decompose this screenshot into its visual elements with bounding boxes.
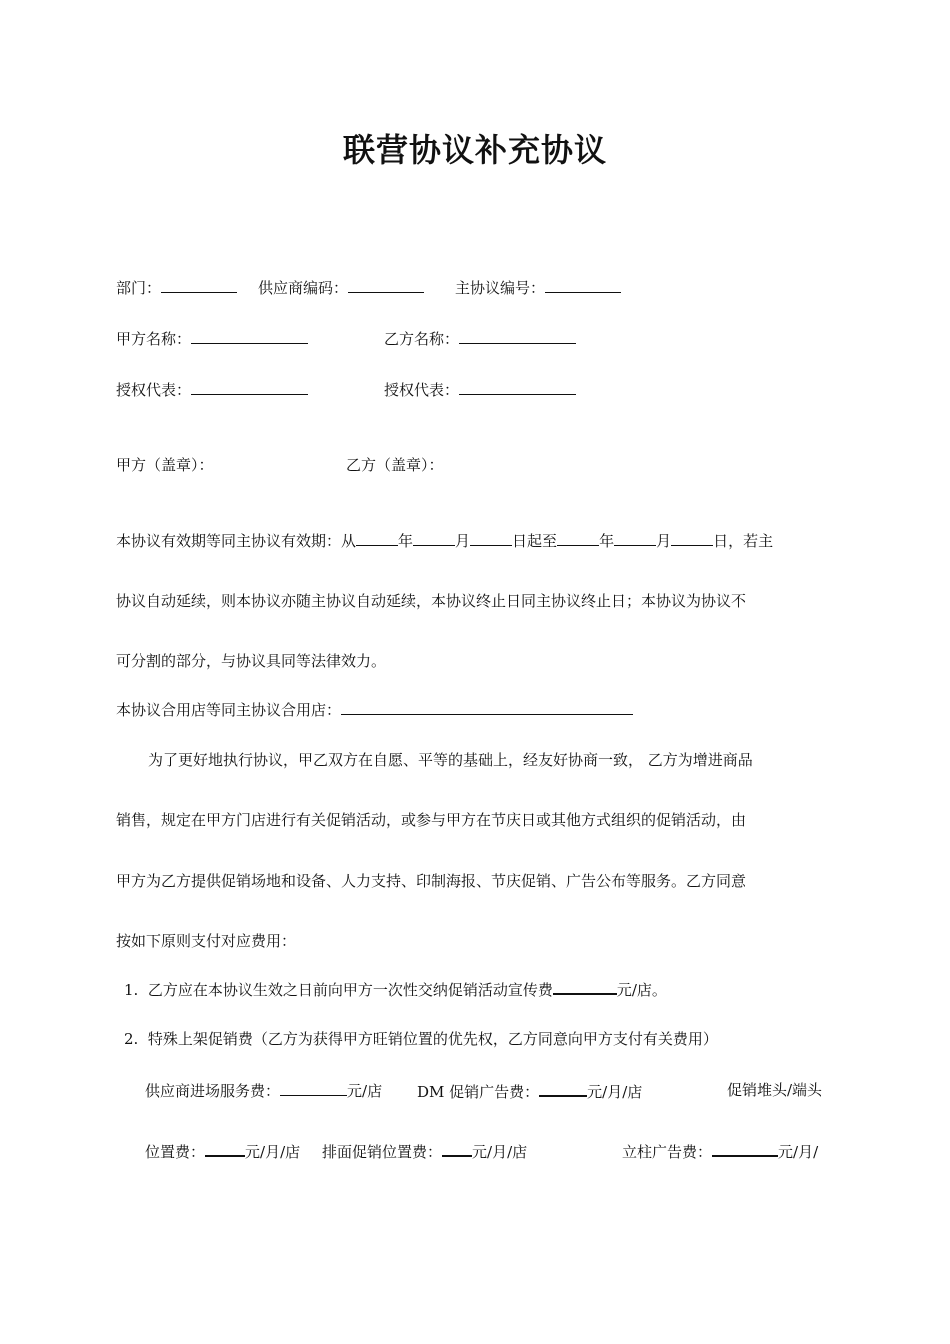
- supplier-entry-fee: [145, 1080, 382, 1101]
- year-from-blank: [356, 530, 398, 546]
- facing-label: 排面促销位置费：: [322, 1143, 443, 1161]
- supplier-entry-unit: 元/店: [347, 1082, 383, 1100]
- year-to-blank: [557, 530, 599, 546]
- pillar-ad-blank: [712, 1140, 778, 1157]
- endcap-position-fee: [145, 1140, 300, 1162]
- department-field: [116, 277, 237, 298]
- item-1-unit: 元/店。: [616, 981, 667, 999]
- department-blank: [161, 277, 237, 293]
- page-title: 联营协议补充协议: [342, 131, 607, 169]
- dm-ad-label: DM 促销广告费：: [417, 1083, 540, 1101]
- intro-line-2: 销售，规定在甲方门店进行有关促销活动，或参与甲方在节庆日或其他方式组织的促销活动，由: [116, 811, 747, 829]
- month-from-blank: [413, 530, 455, 546]
- item-1: [124, 978, 667, 1000]
- day-from-label: 日起至: [512, 532, 558, 550]
- main-agreement-no-label: 主协议编号：: [455, 279, 546, 297]
- supplier-code-blank: [348, 277, 424, 293]
- party-b-seal: 乙方（盖章）：: [346, 456, 444, 474]
- supplier-entry-label: 供应商进场服务费：: [145, 1082, 281, 1100]
- intro-line-3: 甲方为乙方提供促销场地和设备、人力支持、印制海报、节庆促销、广告公布等服务。乙方同意: [116, 872, 747, 890]
- party-b-rep-field: [384, 379, 576, 400]
- day-from-blank: [470, 530, 512, 546]
- party-a-rep-field: [116, 379, 308, 400]
- supplier-code-field: [258, 277, 424, 298]
- month-to-blank: [614, 530, 656, 546]
- party-b-name-blank: [459, 328, 576, 344]
- party-b-name-label: 乙方名称：: [384, 330, 460, 348]
- item-2-number: 2.: [124, 1030, 139, 1048]
- endcap-position-blank: [205, 1140, 245, 1157]
- party-b-name-field: [384, 328, 576, 349]
- party-a-name-blank: [191, 328, 308, 344]
- item-1-number: 1.: [124, 981, 139, 999]
- department-label: 部门：: [116, 279, 162, 297]
- party-b-rep-label: 授权代表：: [384, 381, 460, 399]
- main-agreement-no-blank: [545, 277, 621, 293]
- party-a-name-label: 甲方名称：: [116, 330, 192, 348]
- dm-ad-unit: 元/月/店: [587, 1083, 643, 1101]
- facing-fee: [322, 1140, 527, 1162]
- validity-line-3: 可分割的部分，与协议具同等法律效力。: [116, 652, 387, 670]
- party-b-rep-blank: [459, 379, 576, 395]
- pillar-ad-fee: [622, 1140, 818, 1162]
- day-to-blank: [671, 530, 713, 546]
- main-agreement-no-field: [455, 277, 621, 298]
- month-from-label: 月: [455, 532, 471, 550]
- supplier-code-label: 供应商编码：: [258, 279, 349, 297]
- stores-field: [116, 699, 633, 720]
- item-2: [124, 1029, 718, 1049]
- endcap-fee-label: 促销堆头/端头: [727, 1081, 823, 1099]
- endcap-position-label: 位置费：: [145, 1143, 206, 1161]
- dm-ad-fee: [417, 1080, 642, 1102]
- item-2-text: 特殊上架促销费（乙方为获得甲方旺销位置的优先权，乙方同意向甲方支付有关费用）: [147, 1030, 718, 1048]
- item-1-text: 乙方应在本协议生效之日前向甲方一次性交纳促销活动宣传费: [147, 981, 553, 999]
- year-from-label: 年: [398, 532, 414, 550]
- supplier-entry-blank: [280, 1080, 347, 1096]
- party-a-rep-label: 授权代表：: [116, 381, 192, 399]
- stores-blank: [341, 699, 633, 715]
- party-a-name-field: [116, 328, 308, 349]
- endcap-position-unit: 元/月/店: [245, 1143, 301, 1161]
- pillar-ad-label: 立柱广告费：: [622, 1143, 713, 1161]
- validity-line-2: 协议自动延续，则本协议亦随主协议自动延续，本协议终止日同主协议终止日；本协议为协议不: [116, 592, 747, 610]
- validity-tail: 日，若主: [713, 532, 774, 550]
- pillar-ad-unit: 元/月/: [778, 1143, 819, 1161]
- validity-line-1: [116, 530, 773, 551]
- dm-ad-blank: [539, 1080, 587, 1097]
- stores-label: 本协议合用店等同主协议合用店：: [116, 701, 342, 719]
- intro-line-1: 为了更好地执行协议，甲乙双方在自愿、平等的基础上，经友好协商一致， 乙方为增进商品: [148, 751, 753, 769]
- year-to-label: 年: [599, 532, 615, 550]
- party-a-rep-blank: [191, 379, 308, 395]
- facing-blank: [442, 1140, 472, 1157]
- intro-line-4: 按如下原则支付对应费用：: [116, 932, 297, 950]
- facing-unit: 元/月/店: [472, 1143, 528, 1161]
- validity-lead: 本协议有效期等同主协议有效期：从: [116, 532, 357, 550]
- party-a-seal: 甲方（盖章）：: [116, 456, 214, 474]
- month-to-label: 月: [656, 532, 672, 550]
- promo-fee-blank: [553, 978, 617, 995]
